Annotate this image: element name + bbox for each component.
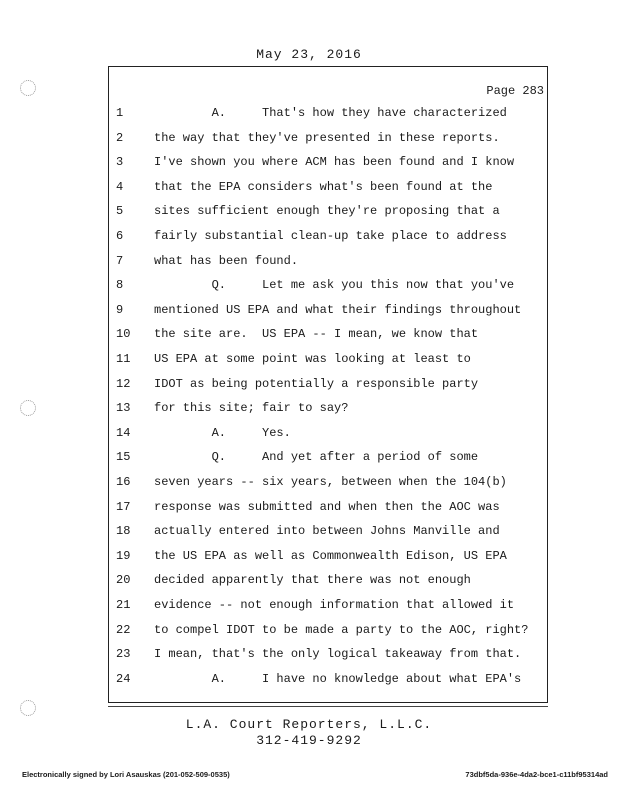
line-number: 8 <box>116 278 124 293</box>
transcript-line <box>0 180 618 200</box>
transcript-line <box>0 327 618 347</box>
line-number: 12 <box>116 376 131 391</box>
line-number: 3 <box>116 155 124 170</box>
transcript-line <box>0 647 618 667</box>
line-number: 2 <box>116 130 124 145</box>
line-number: 19 <box>116 548 131 563</box>
line-text: actually entered into between Johns Manville and <box>154 524 500 539</box>
line-text: I've shown you where ACM has been found and I know <box>154 155 515 170</box>
line-number: 1 <box>116 106 124 120</box>
line-number: 15 <box>116 450 131 465</box>
transcript-line <box>0 524 618 544</box>
court-reporter-name: L.A. Court Reporters, L.L.C. <box>185 717 433 732</box>
transcript-line <box>0 254 618 274</box>
line-text: Q. Let me ask you this now that you've <box>154 278 515 293</box>
line-text: decided apparently that there was not enough <box>154 573 471 588</box>
line-text: fairly substantial clean-up take place to address <box>154 229 507 243</box>
line-number: 22 <box>116 622 131 637</box>
line-text: A. Yes. <box>154 425 291 440</box>
line-text: A. I have no knowledge about what EPA's <box>154 671 522 686</box>
transcript-line <box>0 204 618 224</box>
electronic-signature-note: Electronically signed by Lori Asauskas (201-052-509-0535) <box>22 770 230 779</box>
line-text: seven years -- six years, between when the 104(b) <box>154 475 507 489</box>
transcript-line <box>0 377 618 397</box>
line-number: 13 <box>116 401 131 416</box>
line-text: US EPA at some point was looking at least to <box>154 352 471 366</box>
transcript-line <box>0 106 618 126</box>
transcript-line <box>0 352 618 372</box>
page-number: Page 283 <box>486 84 544 98</box>
line-text: I mean, that's the only logical takeaway from that. <box>154 647 522 662</box>
line-number: 14 <box>116 425 131 440</box>
line-text: to compel IDOT to be made a party to the AOC, right? <box>154 622 529 637</box>
transcript-line <box>0 672 618 692</box>
line-text: Q. And yet after a period of some <box>154 450 479 465</box>
line-text: the US EPA as well as Commonwealth Edison, US EPA <box>154 548 507 563</box>
line-number: 6 <box>116 229 124 243</box>
line-number: 18 <box>116 524 131 539</box>
line-number: 21 <box>116 598 131 612</box>
transcript-line <box>0 450 618 470</box>
transcript-date: May 23, 2016 <box>256 47 362 62</box>
transcript-line <box>0 401 618 421</box>
line-number: 9 <box>116 302 124 317</box>
line-text: A. That's how they have characterized <box>154 106 507 120</box>
line-number: 23 <box>116 647 131 662</box>
transcript-line <box>0 229 618 249</box>
document-hash: 73dbf5da-936e-4da2-bce1-c11bf95314ad <box>465 770 608 779</box>
line-number: 5 <box>116 204 124 219</box>
transcript-line <box>0 131 618 151</box>
transcript-line <box>0 573 618 593</box>
transcript-line <box>0 475 618 495</box>
line-text: the site are. US EPA -- I mean, we know that <box>154 327 479 342</box>
line-text: sites sufficient enough they're proposing that a <box>154 204 500 219</box>
punch-hole-mark <box>20 80 36 96</box>
line-text: what has been found. <box>154 253 299 268</box>
line-text: that the EPA considers what's been found at the <box>154 179 493 194</box>
line-number: 24 <box>116 671 131 686</box>
transcript-line <box>0 500 618 520</box>
line-number: 7 <box>116 253 124 268</box>
transcript-line <box>0 549 618 569</box>
line-number: 20 <box>116 573 131 588</box>
line-text: response was submitted and when then the AOC was <box>154 499 500 514</box>
transcript-line <box>0 623 618 643</box>
punch-hole-mark <box>20 400 36 416</box>
line-number: 11 <box>116 352 131 366</box>
line-text: the way that they've presented in these reports. <box>154 130 500 145</box>
transcript-line <box>0 155 618 175</box>
court-reporter-phone: 312-419-9292 <box>256 733 362 748</box>
line-text: for this site; fair to say? <box>154 401 349 416</box>
line-text: IDOT as being potentially a responsible party <box>154 376 479 391</box>
punch-hole-mark <box>20 700 36 716</box>
line-text: mentioned US EPA and what their findings throughout <box>154 302 522 317</box>
line-number: 16 <box>116 475 131 489</box>
line-number: 4 <box>116 179 124 194</box>
page-frame-bottom-rule <box>108 706 548 707</box>
transcript-line <box>0 303 618 323</box>
transcript-line <box>0 598 618 618</box>
line-number: 17 <box>116 499 131 514</box>
transcript-line <box>0 278 618 298</box>
transcript-line <box>0 426 618 446</box>
line-text: evidence -- not enough information that allowed it <box>154 598 515 612</box>
line-number: 10 <box>116 327 131 342</box>
